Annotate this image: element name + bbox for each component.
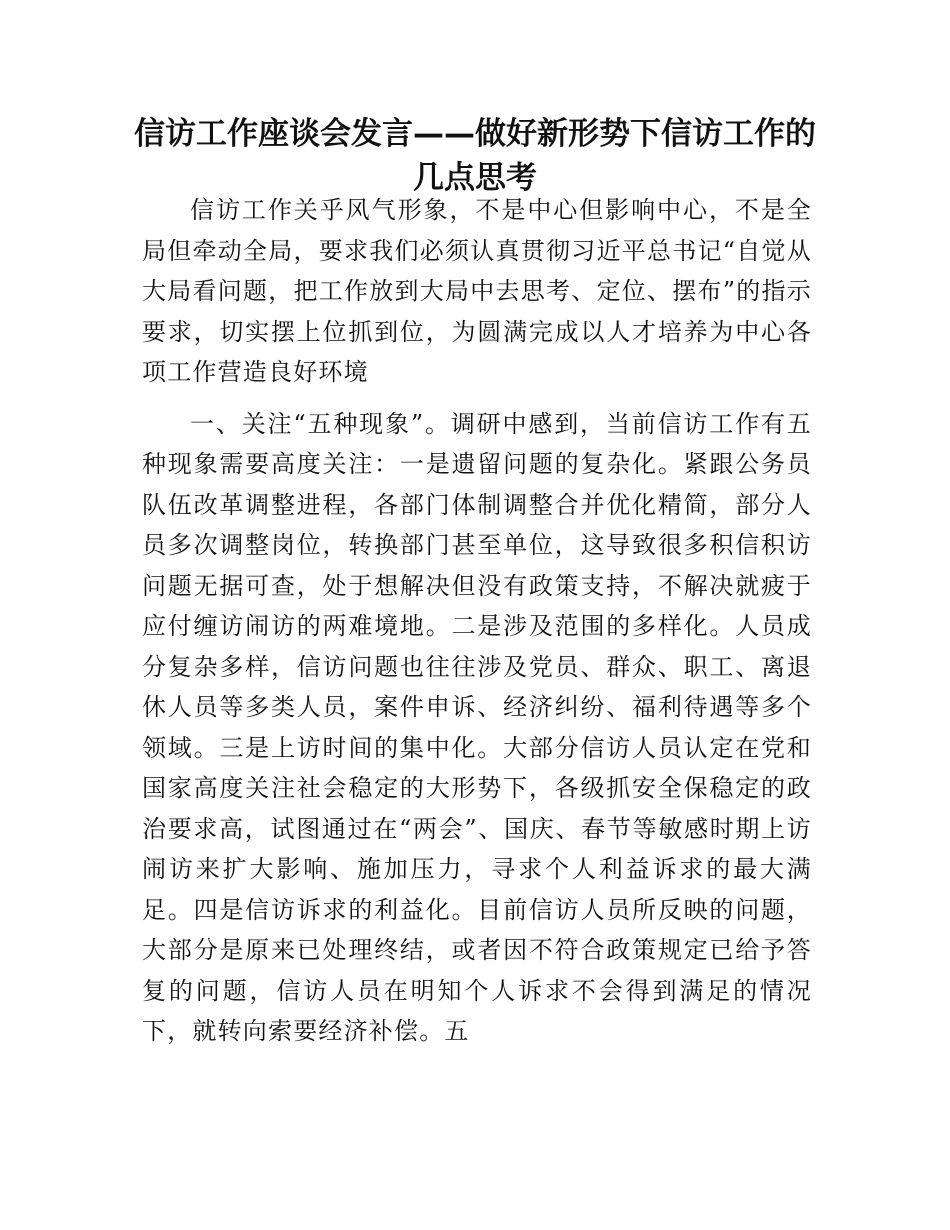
document-body [142,190,812,1052]
paragraph-intro: 信访工作关乎风气形象，不是中心但影响中心，不是全局但牵动全局，要求我们必须认真贯彻习近平总书记“自觉从大局看问题，把工作放到大局中去思考、定位、摆布”的指示要求，切实摆上位抓到位，为圆满完成以人才培养为中心各项工作营造良好环境 [142,196,812,386]
paragraph-five-phenomena: 一、关注“五种现象”。调研中感到，当前信访工作有五种现象需要高度关注：一是遗留问题的复杂化。紧跟公务员队伍改革调整进程，各部门体制调整合并优化精简，部分人员多次调整岗位，转换部门甚至单位，这导致很多积信积访问题无据可查，处于想解决但没有政策支持，不解决就疲于应付缠访闹访的两难境地。二是涉及范围的多样化。人员成分复杂多样，信访问题也往往涉及党员、群众、职工、离退休人员等多类人员，案件申诉、经济纠纷、福利待遇等多个领域。三是上访时间的集中化。大部分信访人员认定在党和国家高度关注社会稳定的大形势下，各级抓安全保稳定的政治要求高，试图通过在“两会”、国庆、春节等敏感时期上访闹访来扩大影响、施加压力，寻求个人利益诉求的最大满足。四是信访诉求的利益化。目前信访人员所反映的问题，大部分是原来已处理终结，或者因不符合政策规定已给予答复的问题，信访人员在明知个人诉求不会得到满足的情况下，就转向索要经济补偿。五 [142,409,812,1045]
document-title: 信访工作座谈会发言——做好新形势下信访工作的几点思考 [134,116,816,196]
